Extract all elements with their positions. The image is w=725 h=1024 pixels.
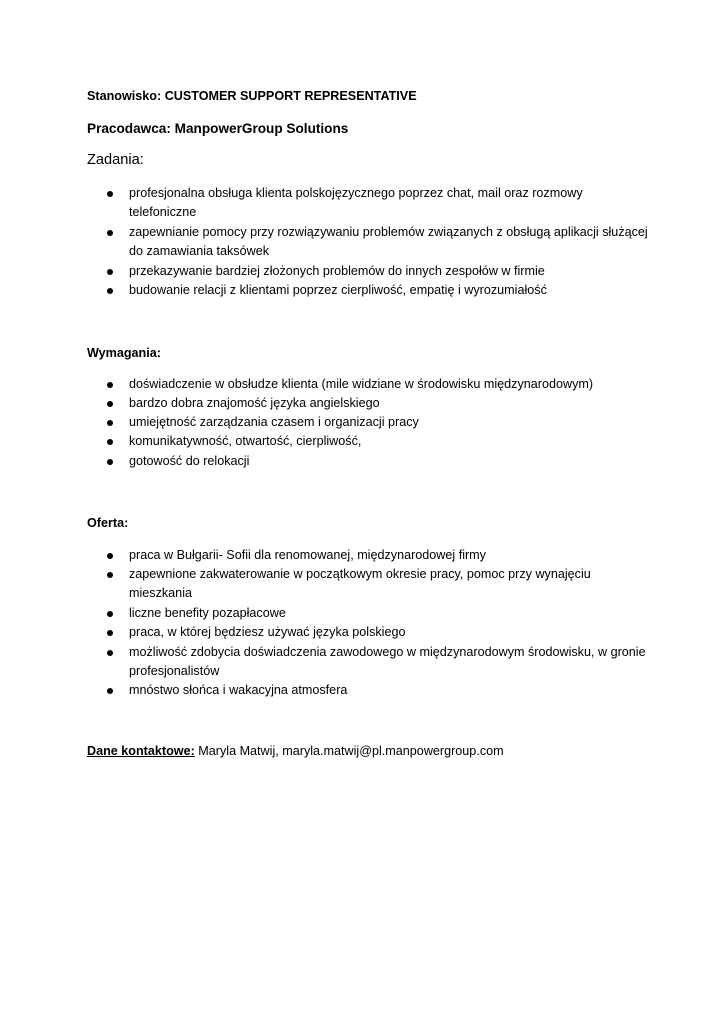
list-item-text: praca, w której będziesz używać języka polskiego — [129, 625, 406, 639]
bullet-icon — [107, 459, 113, 465]
bullet-icon — [107, 382, 113, 388]
employer-value: ManpowerGroup Solutions — [174, 121, 349, 136]
position-value: CUSTOMER SUPPORT REPRESENTATIVE — [164, 89, 417, 103]
bullet-icon — [107, 191, 113, 197]
bullet-icon — [107, 230, 113, 236]
list-item — [0, 223, 725, 263]
list-item — [0, 565, 725, 605]
list-item-text: praca w Bułgarii- Sofii dla renomowanej, międzynarodowej firmy — [129, 548, 486, 562]
list-item-text: budowanie relacji z klientami poprzez cierpliwość, empatię i wyrozumiałość — [129, 283, 547, 297]
list-item — [0, 452, 725, 492]
bullet-icon — [107, 401, 113, 407]
list-item — [0, 643, 725, 683]
requirements-heading: Wymagania: — [87, 346, 161, 360]
tasks-heading: Zadania: — [87, 152, 144, 168]
bullet-icon — [107, 439, 113, 445]
bullet-icon — [107, 288, 113, 294]
position-label: Stanowisko: — [87, 89, 162, 103]
contact-label: Dane kontaktowe: — [87, 744, 195, 758]
contact-value: Maryla Matwij, maryla.matwij@pl.manpowergroup.com — [198, 744, 504, 758]
list-item-text: umiejętność zarządzania czasem i organizacji pracy — [129, 415, 419, 429]
bullet-icon — [107, 630, 113, 636]
contact-line — [87, 743, 504, 759]
offer-heading: Oferta: — [87, 516, 129, 530]
list-item-text: profesjonalna obsługa klienta polskojęzycznego poprzez chat, mail oraz rozmowy telefoniczne — [129, 186, 583, 219]
employer-line — [87, 121, 348, 137]
list-item — [0, 184, 725, 224]
list-item-text: liczne benefity pozapłacowe — [129, 606, 286, 620]
list-item-text: gotowość do relokacji — [129, 454, 250, 468]
bullet-icon — [107, 553, 113, 559]
list-item — [0, 681, 725, 721]
employer-label: Pracodawca: — [87, 121, 171, 136]
bullet-icon — [107, 650, 113, 656]
bullet-icon — [107, 611, 113, 617]
list-item — [0, 281, 725, 321]
bullet-icon — [107, 688, 113, 694]
list-item-text: możliwość zdobycia doświadczenia zawodowego w międzynarodowym środowisku, w gronie profesjonalistów — [129, 645, 646, 678]
list-item-text: zapewnianie pomocy przy rozwiązywaniu problemów związanych z obsługą aplikacji służącej do zamawiania taksówek — [129, 225, 648, 258]
bullet-icon — [107, 269, 113, 275]
list-item-text: zapewnione zakwaterowanie w początkowym okresie pracy, pomoc przy wynajęciu mieszkania — [129, 567, 591, 600]
list-item-text: doświadczenie w obsłudze klienta (mile widziane w środowisku międzynarodowym) — [129, 377, 594, 391]
bullet-icon — [107, 420, 113, 426]
position-line — [87, 88, 417, 104]
bullet-icon — [107, 572, 113, 578]
list-item-text: komunikatywność, otwartość, cierpliwość, — [129, 434, 362, 448]
list-item-text: mnóstwo słońca i wakacyjna atmosfera — [129, 683, 348, 697]
list-item-text: bardzo dobra znajomość języka angielskiego — [129, 396, 380, 410]
list-item-text: przekazywanie bardziej złożonych problemów do innych zespołów w firmie — [129, 264, 545, 278]
